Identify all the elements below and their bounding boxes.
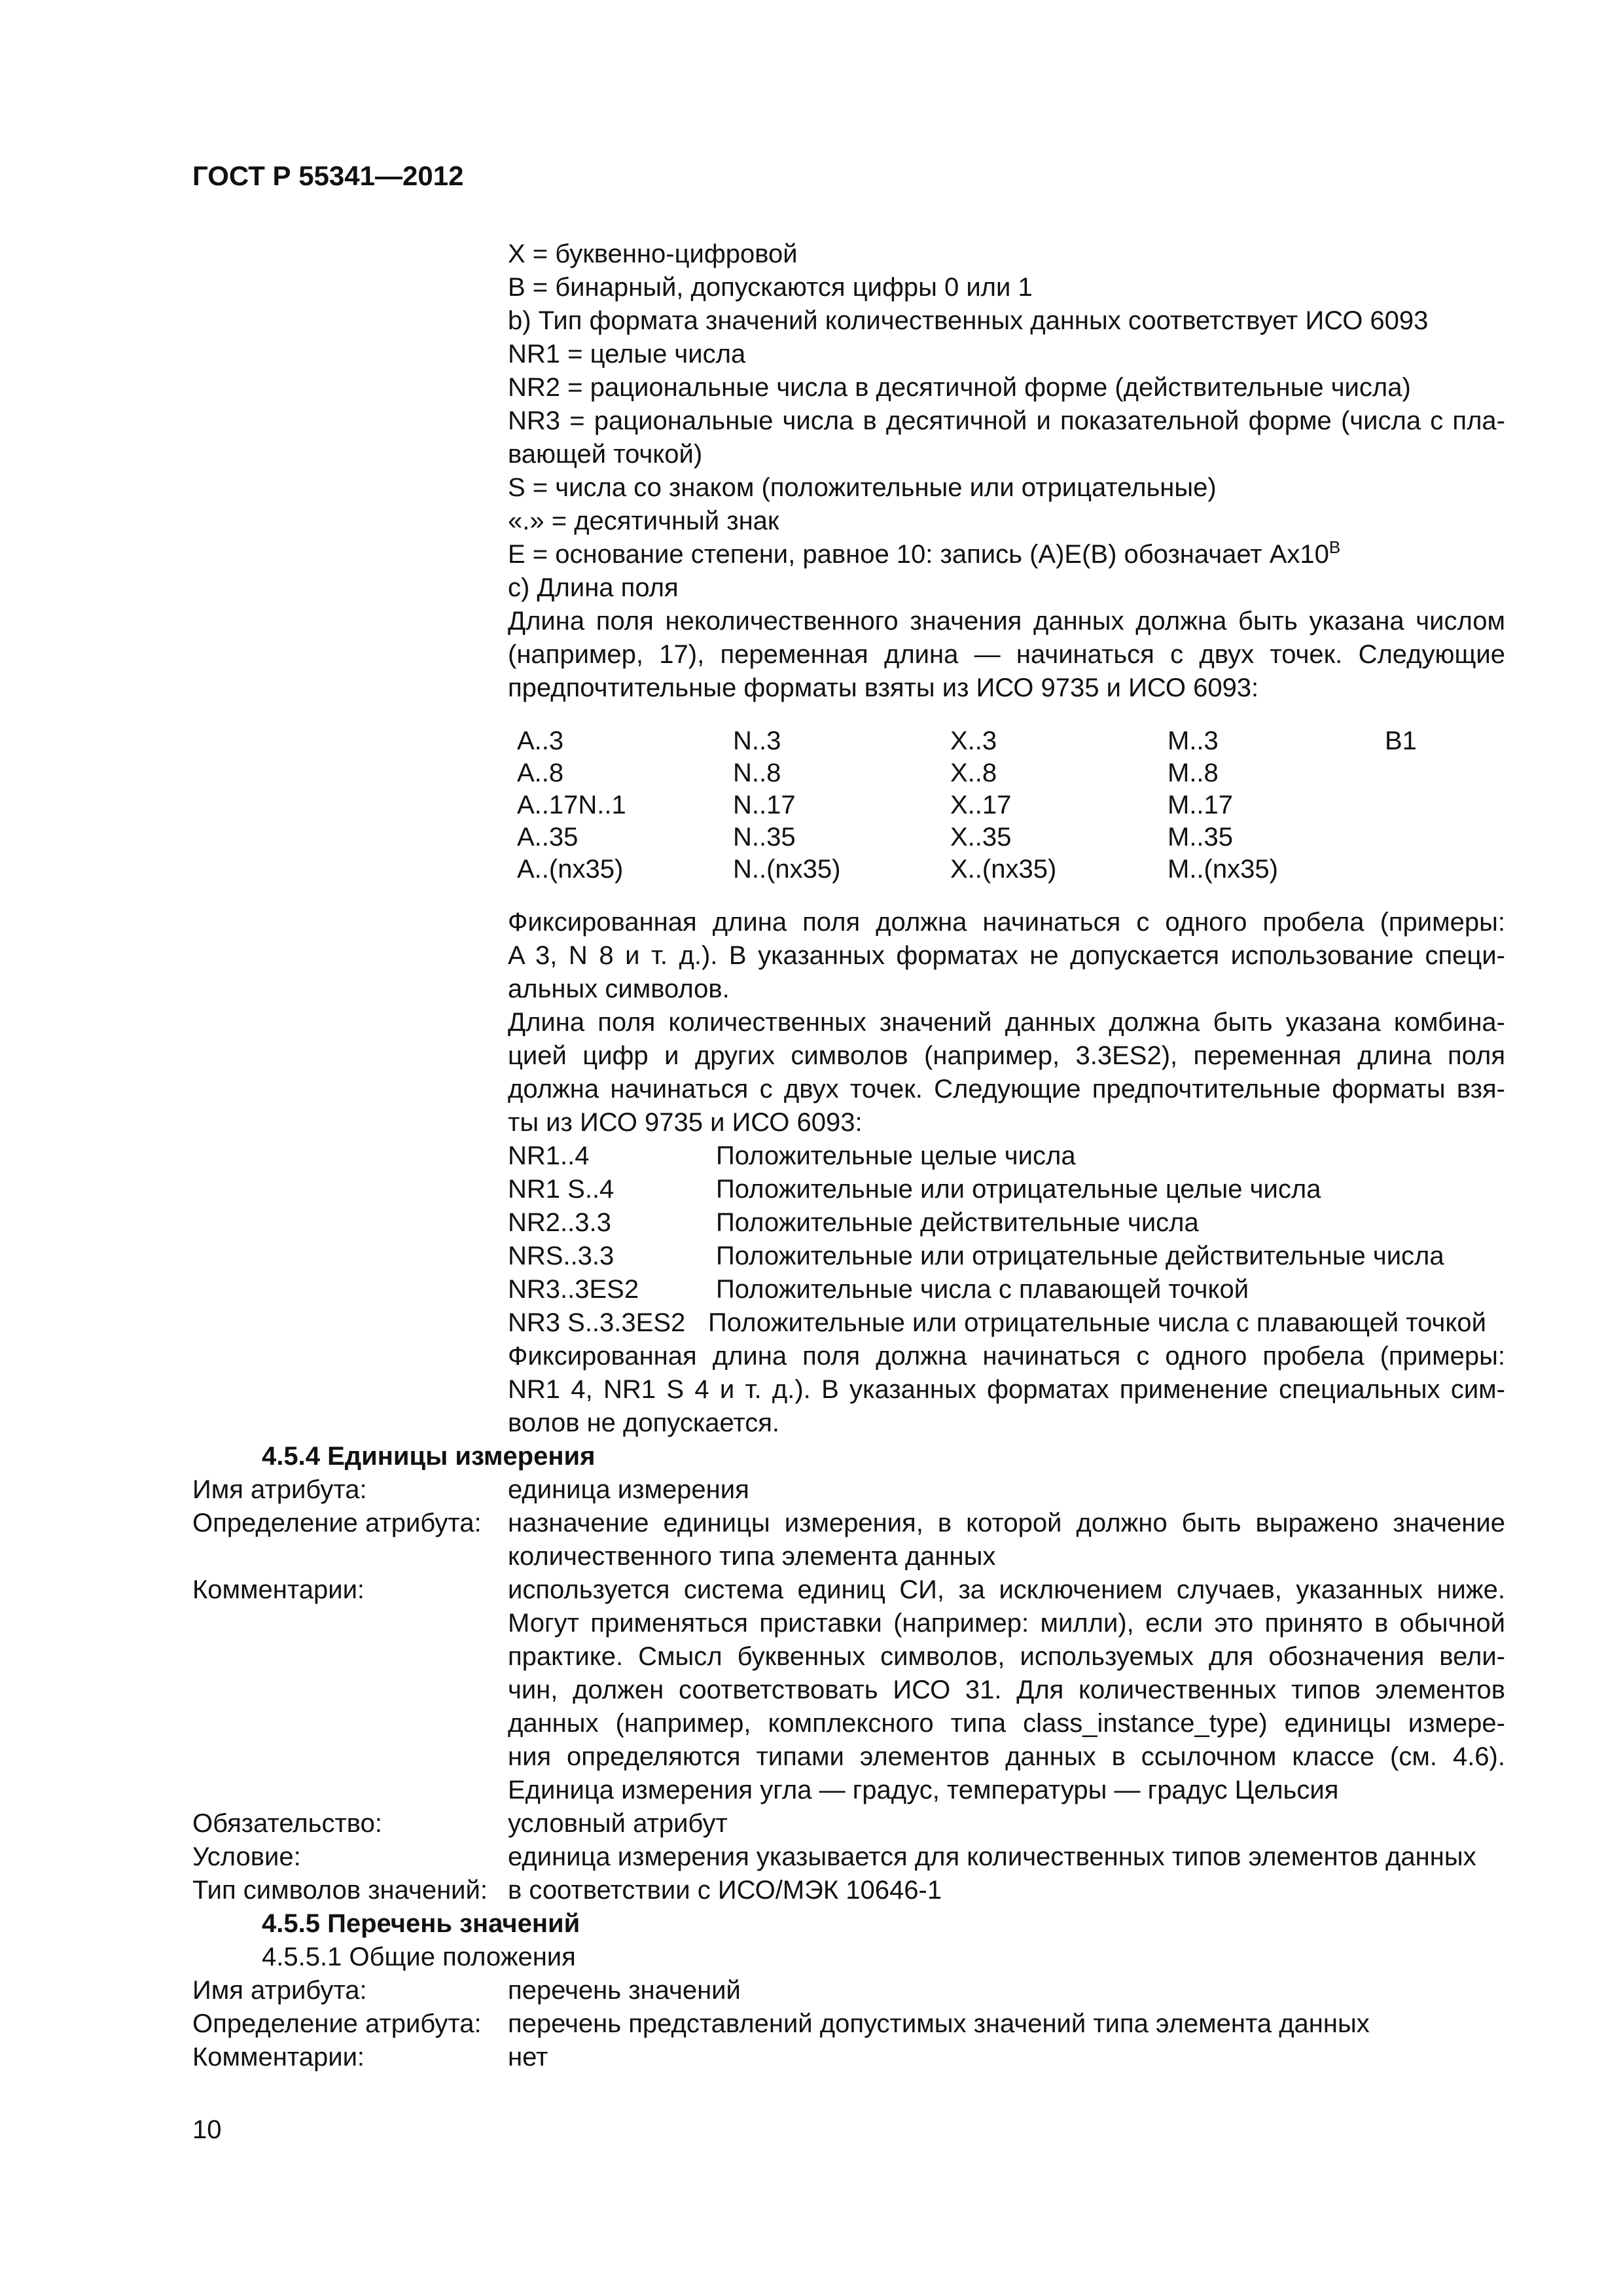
subsection-heading: 4.5.5.1 Общие положения: [262, 1943, 576, 1971]
exponent-line: [508, 537, 1341, 569]
format-cell: N..17: [733, 791, 796, 819]
section-heading: 4.5.5 Перечень значений: [262, 1909, 580, 1938]
format-cell: M..(nx35): [1168, 855, 1278, 884]
format-cell: N..8: [733, 759, 781, 787]
text-line: ты из ИСО 9735 и ИСО 6093:: [508, 1108, 863, 1137]
attribute-label: Определение атрибута:: [192, 1509, 482, 1537]
attribute-value: единица измерения указывается для количественных типов элементов данных: [508, 1842, 1476, 1871]
format-cell: A..17N..1: [517, 791, 626, 819]
text-line: S = числа со знаком (положительные или отрицательные): [508, 473, 1217, 502]
format-description: Положительные числа с плавающей точкой: [716, 1275, 1249, 1304]
section-heading: 4.5.4 Единицы измерения: [262, 1442, 596, 1471]
format-description: Положительные или отрицательные действительные числа: [716, 1242, 1444, 1270]
text-line: NR2 = рациональные числа в десятичной форме (действительные числа): [508, 373, 1411, 402]
format-code: NR3..3ES2: [508, 1275, 639, 1304]
text-line: NR1 4, NR1 S 4 и т. д.). В указанных форматах применение специальных сим-: [508, 1375, 1505, 1404]
format-description: Положительные действительные числа: [716, 1208, 1199, 1237]
format-cell: A..(nx35): [517, 855, 624, 884]
format-cell: M..3: [1168, 726, 1219, 755]
format-cell: N..3: [733, 726, 781, 755]
exponent-superscript: B: [1329, 537, 1341, 557]
text-line: NR3 = рациональные числа в десятичной и показательной форме (числа с пла-: [508, 406, 1505, 435]
text-line: Фиксированная длина поля должна начинаться с одного пробела (примеры:: [508, 908, 1505, 937]
page-number: 10: [192, 2115, 222, 2144]
attribute-value: данных (например, комплексного типа class_instance_type) единицы измере-: [508, 1709, 1505, 1738]
attribute-label: Обязательство:: [192, 1809, 382, 1838]
format-cell: M..35: [1168, 823, 1234, 852]
format-cell: X..(nx35): [950, 855, 1057, 884]
attribute-value: назначение единицы измерения, в которой должно быть выражено значение: [508, 1509, 1505, 1537]
format-cell: A..3: [517, 726, 564, 755]
attribute-value: чин, должен соответствовать ИСО 31. Для количественных типов элементов: [508, 1676, 1505, 1704]
format-description: Положительные или отрицательные целые числа: [716, 1175, 1321, 1204]
format-cell: X..35: [950, 823, 1012, 852]
text-line: «.» = десятичный знак: [508, 507, 779, 535]
text-line: (например, 17), переменная длина — начинаться с двух точек. Следующие: [508, 640, 1505, 669]
exponent-text: E = основание степени, равное 10: запись (A)E(B) обозначает Ax10: [508, 540, 1329, 569]
format-cell: N..(nx35): [733, 855, 841, 884]
text-line: Длина поля неколичественного значения данных должна быть указана числом: [508, 607, 1505, 636]
text-line: Фиксированная длина поля должна начинаться с одного пробела (примеры:: [508, 1342, 1505, 1371]
format-cell: B1: [1385, 726, 1417, 755]
document-id: ГОСТ Р 55341—2012: [192, 160, 464, 191]
format-cell: X..17: [950, 791, 1012, 819]
format-code: NR1..4: [508, 1141, 590, 1170]
attribute-value: Единица измерения угла — градус, температуры — градус Цельсия: [508, 1776, 1339, 1804]
attribute-value: количественного типа элемента данных: [508, 1542, 996, 1571]
attribute-value: Могут применяться приставки (например: милли), если это принято в обычной: [508, 1609, 1505, 1638]
attribute-value: нет: [508, 2043, 548, 2072]
attribute-value: единица измерения: [508, 1475, 749, 1504]
format-cell: A..8: [517, 759, 564, 787]
format-cell: M..8: [1168, 759, 1219, 787]
text-line: X = буквенно-цифровой: [508, 240, 798, 268]
text-line: цией цифр и других символов (например, 3.3ES2), переменная длина поля: [508, 1041, 1505, 1070]
text-line: вающей точкой): [508, 440, 703, 469]
format-cell: X..8: [950, 759, 997, 787]
attribute-label: Определение атрибута:: [192, 2009, 482, 2038]
subsection-heading: c) Длина поля: [508, 573, 679, 602]
text-line: b) Тип формата значений количественных данных соответствует ИСО 6093: [508, 306, 1429, 335]
text-line: B = бинарный, допускаются цифры 0 или 1: [508, 273, 1033, 302]
text-line: должна начинаться с двух точек. Следующие предпочтительные форматы взя-: [508, 1075, 1505, 1103]
text-line: NR1 = целые числа: [508, 340, 746, 368]
text-line: A 3, N 8 и т. д.). В указанных форматах не допускается использование специ-: [508, 941, 1505, 970]
format-code: NR1 S..4: [508, 1175, 615, 1204]
attribute-value: ния определяются типами элементов данных в ссылочном классе (см. 4.6).: [508, 1742, 1505, 1771]
format-code: NR3 S..3.3ES2: [508, 1308, 686, 1337]
format-cell: N..35: [733, 823, 796, 852]
attribute-value: используется система единиц СИ, за исключением случаев, указанных ниже.: [508, 1575, 1505, 1604]
format-code: NR2..3.3: [508, 1208, 611, 1237]
text-line: волов не допускается.: [508, 1408, 779, 1437]
format-cell: X..3: [950, 726, 997, 755]
text-line: Длина поля количественных значений данных должна быть указана комбина-: [508, 1008, 1505, 1037]
attribute-value: перечень значений: [508, 1976, 741, 2005]
attribute-label: Комментарии:: [192, 1575, 365, 1604]
attribute-label: Условие:: [192, 1842, 301, 1871]
attribute-value: в соответствии с ИСО/МЭК 10646-1: [508, 1876, 942, 1905]
text-line: предпочтительные форматы взяты из ИСО 9735 и ИСО 6093:: [508, 673, 1259, 702]
attribute-label: Имя атрибута:: [192, 1475, 367, 1504]
attribute-value: практике. Смысл буквенных символов, используемых для обозначения вели-: [508, 1642, 1505, 1671]
attribute-label: Тип символов значений:: [192, 1876, 488, 1905]
text-line: альных символов.: [508, 975, 730, 1003]
attribute-value: перечень представлений допустимых значений типа элемента данных: [508, 2009, 1370, 2038]
format-cell: M..17: [1168, 791, 1234, 819]
format-description: Положительные целые числа: [716, 1141, 1076, 1170]
attribute-label: Комментарии:: [192, 2043, 365, 2072]
attribute-label: Имя атрибута:: [192, 1976, 367, 2005]
format-cell: A..35: [517, 823, 579, 852]
attribute-value: условный атрибут: [508, 1809, 728, 1838]
format-description: Положительные или отрицательные числа с плавающей точкой: [708, 1308, 1486, 1337]
format-code: NRS..3.3: [508, 1242, 615, 1270]
